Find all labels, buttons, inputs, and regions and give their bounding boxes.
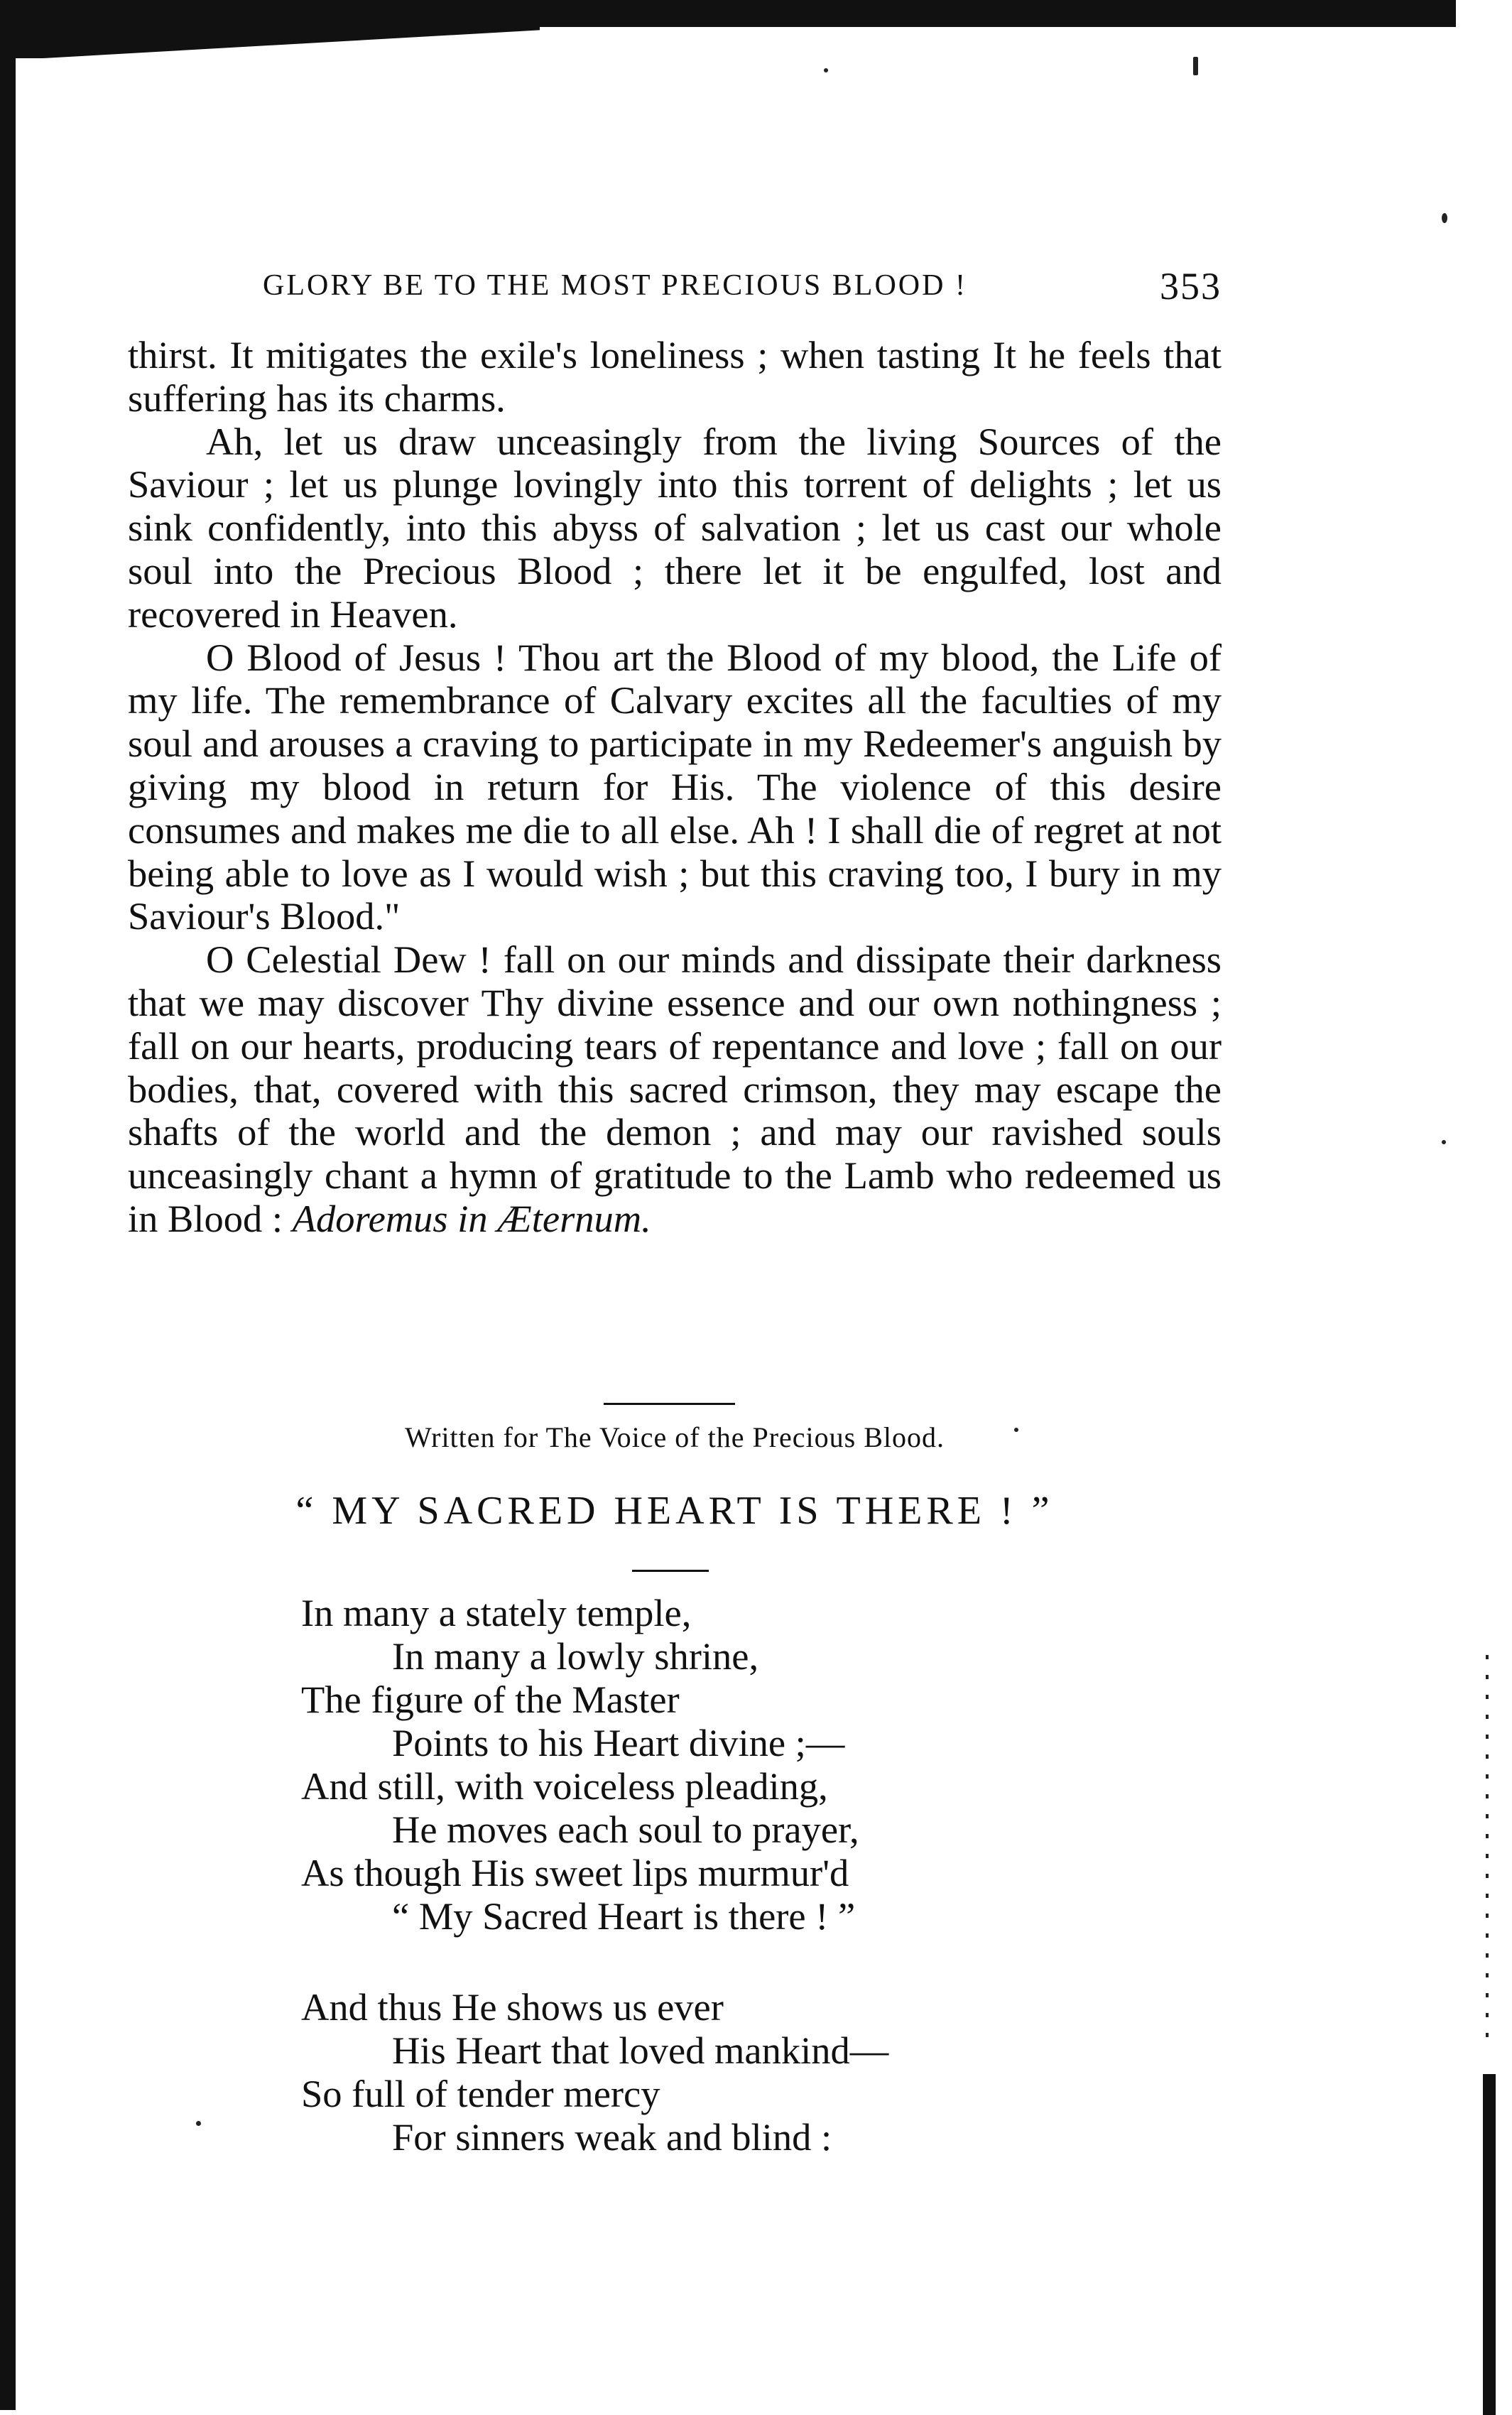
page-number: 353 — [1160, 265, 1222, 308]
title-divider — [632, 1570, 709, 1572]
paragraph-text: O Celestial Dew ! fall on our minds and dissipate their darkness that we may discover Thy divine essence and our own nothingness ; fall on our hearts, producing tears of repentance and love ; fall on our bodies, that, covered with this sacred crimson, they may escape the shafts of the world and the demon ; and may our ravished souls unceasingly chant a hymn of gratitude to the Lamb who redeemed us in Blood : — [128, 938, 1222, 1240]
poem-line: For sinners weak and blind : — [392, 2115, 832, 2159]
running-head-title: GLORY BE TO THE MOST PRECIOUS BLOOD ! — [263, 269, 967, 302]
scan-border-top — [0, 0, 1456, 27]
scan-border-shadow — [0, 27, 540, 58]
scan-speck — [824, 68, 828, 72]
body-text — [128, 334, 1222, 1241]
section-divider — [604, 1403, 735, 1405]
poem-line: And thus He shows us ever — [301, 1985, 724, 2029]
poem-line: So full of tender mercy — [301, 2072, 660, 2115]
scan-speck — [1193, 57, 1198, 75]
latin-phrase: Adoremus in Æternum. — [292, 1196, 651, 1240]
scan-speck — [196, 2121, 201, 2126]
poem-line: In many a lowly shrine, — [392, 1634, 759, 1678]
poem-line: “ My Sacred Heart is there ! ” — [392, 1894, 856, 1938]
paragraph: thirst. It mitigates the exile's loneliness ; when tasting It he feels that suffering has its charms. — [128, 333, 1222, 420]
paragraph: Ah, let us draw unceasingly from the living Sources of the Saviour ; let us plunge lovingly into this torrent of delights ; let us sink confidently, into this abyss of salvation ; let us cast our whole soul into the Precious Blood ; there let it be engulfed, lost and recovered in Heaven. — [128, 419, 1222, 636]
scan-speck — [1442, 213, 1447, 223]
poem-line: He moves each soul to prayer, — [392, 1808, 859, 1851]
scan-border-right — [1483, 2074, 1496, 2415]
poem — [301, 1591, 1224, 2206]
scan-speck — [1442, 1140, 1446, 1144]
paragraph — [128, 938, 1222, 1241]
running-head — [263, 264, 1222, 307]
stanza — [301, 1591, 1224, 1938]
stanza — [301, 1985, 1224, 2159]
poem-line: Points to his Heart divine ;— — [392, 1721, 845, 1764]
poem-line: His Heart that loved mankind— — [392, 2029, 889, 2072]
scan-border-left — [0, 0, 16, 2410]
poem-line: And still, with voiceless pleading, — [301, 1764, 828, 1808]
paragraph: O Blood of Jesus ! Thou art the Blood of my blood, the Life of my life. The remembrance of Calvary excites all the faculties of my soul and arouses a craving to participate in my Redeemer's anguish by giving my blood in return for His. The violence of this desire consumes and makes me die to all else. Ah ! I shall die of regret at not being able to love as I would wish ; but this craving too, I bury in my Saviour's Blood." — [128, 635, 1222, 938]
scan-edge-marks — [1486, 1655, 1489, 2053]
poem-line: The figure of the Master — [301, 1678, 680, 1721]
poem-line: In many a stately temple, — [301, 1591, 692, 1634]
poem-credit: Written for The Voice of the Precious Blood. — [404, 1421, 945, 1453]
poem-line: As though His sweet lips murmur'd — [301, 1851, 849, 1894]
poem-title: “ MY SACRED HEART IS THERE ! ” — [295, 1489, 1054, 1533]
